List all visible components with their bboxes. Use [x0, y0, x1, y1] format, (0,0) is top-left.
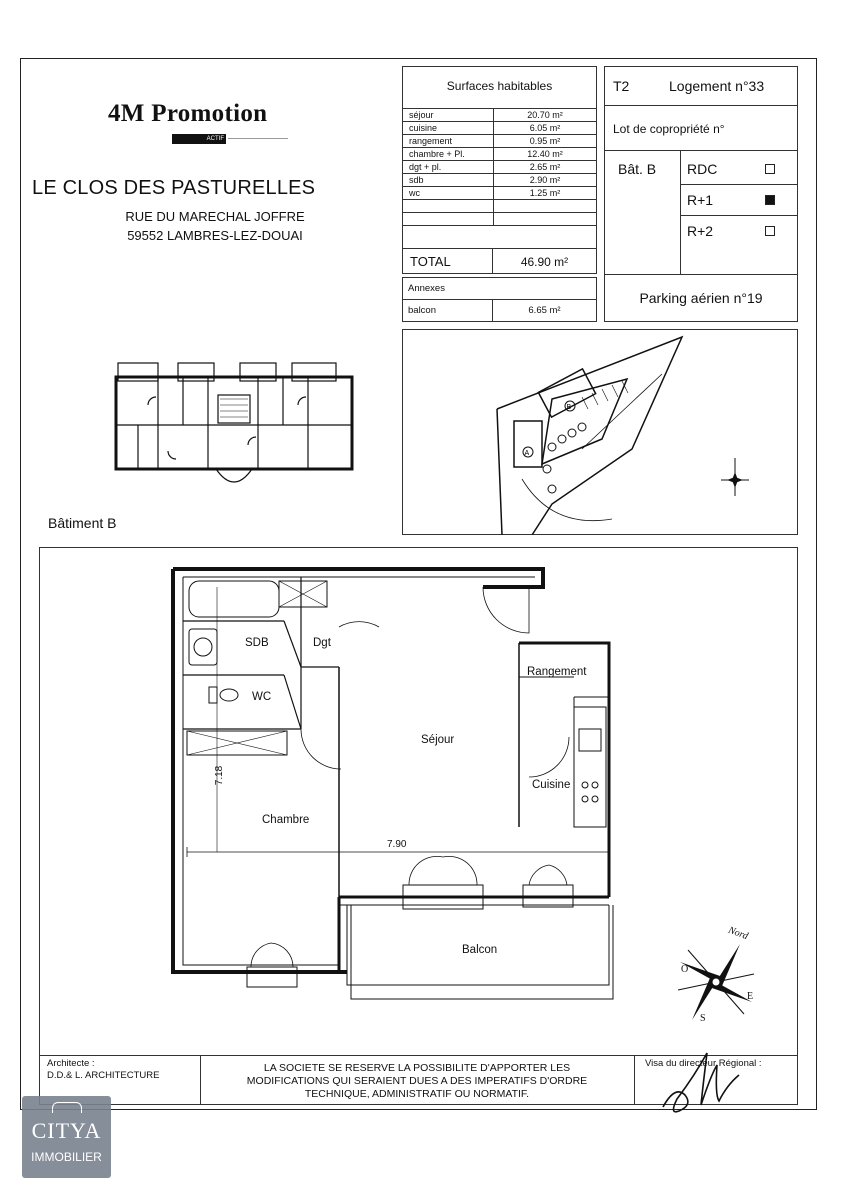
surfaces-table: [402, 108, 597, 226]
surface-value: 2.65 m²: [494, 161, 597, 174]
site-label-b: B: [566, 404, 572, 411]
compass-north: Nord: [726, 924, 750, 943]
level-label: R+2: [687, 223, 714, 239]
level-label: R+1: [687, 192, 714, 208]
brand-divider: [228, 138, 288, 139]
room-wc: WC: [252, 691, 272, 703]
total-value: 46.90 m²: [520, 255, 569, 269]
surface-value: 20.70 m²: [494, 109, 597, 122]
level-checkbox-checked: [765, 195, 775, 205]
surface-row: [403, 135, 597, 148]
building-label: Bâtiment B: [48, 515, 117, 531]
surface-row: [403, 187, 597, 200]
surface-value: 6.05 m²: [494, 122, 597, 135]
apartment-plan: [39, 547, 798, 1057]
compass-east: E: [747, 991, 754, 1002]
surface-row-empty: [403, 200, 597, 213]
dimension-width: 7.90: [387, 839, 407, 850]
site-label-a: A: [524, 450, 530, 457]
signature-icon: [655, 1045, 755, 1120]
architect-name: D.D.& L. ARCHITECTURE: [47, 1070, 160, 1081]
lot-number: Logement n°33: [669, 78, 765, 94]
surface-label: sdb: [403, 174, 494, 187]
room-cuisine: Cuisine: [532, 779, 571, 791]
plan-compass-icon: [678, 944, 754, 1020]
watermark-logo: [22, 1096, 111, 1178]
surface-label: dgt + pl.: [403, 161, 494, 174]
annex-value: 6.65 m²: [528, 305, 561, 316]
room-balcon: Balcon: [462, 944, 498, 956]
surface-value: 0.95 m²: [494, 135, 597, 148]
room-sejour: Séjour: [421, 734, 455, 746]
parking-number: Parking aérien n°19: [639, 290, 763, 306]
surfaces-title: Surfaces habitables: [446, 79, 553, 93]
room-rangement: Rangement: [527, 666, 587, 678]
compass-west: O: [681, 964, 689, 975]
surface-row: [403, 122, 597, 135]
level-checkbox: [765, 226, 775, 236]
surface-label: rangement: [403, 135, 494, 148]
surface-value: 2.90 m²: [494, 174, 597, 187]
room-chambre: Chambre: [262, 814, 310, 826]
room-dgt: Dgt: [313, 637, 331, 649]
room-sdb: SDB: [245, 637, 269, 649]
disclaimer-line-3: TECHNIQUE, ADMINISTRATIF OU NORMATIF.: [304, 1088, 530, 1100]
lot-type: T2: [613, 78, 630, 94]
disclaimer-line-2: MODIFICATIONS QUI SERAIENT DUES A DES IMPERATIFS D'ORDRE: [246, 1075, 588, 1087]
project-street: RUE DU MARECHAL JOFFRE: [125, 209, 305, 224]
surface-row: [403, 174, 597, 187]
lot-bat: Bât. B: [618, 161, 657, 177]
lot-copro: Lot de copropriété n°: [613, 122, 725, 136]
annexes-title: Annexes: [408, 283, 445, 294]
annex-label: balcon: [408, 305, 436, 316]
surface-row: [403, 109, 597, 122]
compass-south: S: [700, 1013, 706, 1024]
surface-value: 1.25 m²: [494, 187, 597, 200]
site-plan: [402, 329, 798, 535]
total-row: [402, 248, 597, 274]
surface-value: 12.40 m²: [494, 148, 597, 161]
project-city: 59552 LAMBRES-LEZ-DOUAI: [127, 228, 303, 243]
surface-label: wc: [403, 187, 494, 200]
brand-name: 4M Promotion: [108, 100, 268, 127]
architect-title: Architecte :: [47, 1058, 95, 1069]
surface-label: séjour: [403, 109, 494, 122]
disclaimer-line-1: LA SOCIETE SE RESERVE LA POSSIBILITE D'APPORTER LES: [263, 1062, 571, 1074]
site-compass-icon: [721, 458, 749, 496]
surface-label: cuisine: [403, 122, 494, 135]
project-name: LE CLOS DES PASTURELLES: [32, 177, 316, 199]
watermark-line-2: IMMOBILIER: [31, 1150, 102, 1164]
dimension-height: 7.18: [214, 765, 226, 786]
surface-row-empty: [403, 213, 597, 226]
level-checkbox: [765, 164, 775, 174]
total-label: TOTAL: [410, 254, 451, 269]
surface-row: [403, 148, 597, 161]
visa-label: Visa du directeur Régional :: [645, 1058, 762, 1069]
surface-row: [403, 161, 597, 174]
brand-tag: ACTIF: [172, 134, 226, 144]
building-floor-plan: [108, 355, 358, 495]
surface-label: chambre + Pl.: [403, 148, 494, 161]
level-label: RDC: [687, 161, 718, 177]
watermark-line-1: CITYA: [31, 1118, 102, 1143]
